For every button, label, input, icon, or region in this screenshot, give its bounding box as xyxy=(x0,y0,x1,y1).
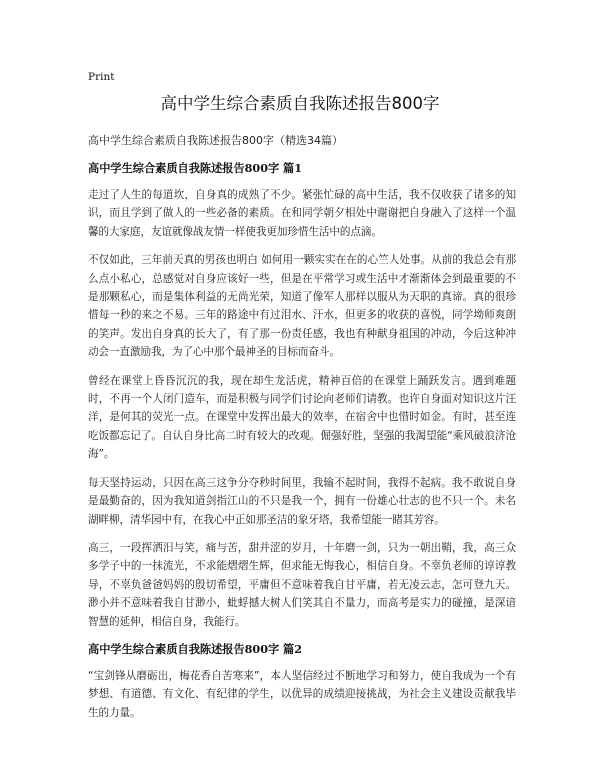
section-heading: 高中学生综合素质自我陈述报告800字 篇2 xyxy=(88,641,303,656)
paragraph: 高三，一段挥洒汨与笑，痛与苦，甜并涩的岁月，十年磨一剑，只为一朝出鞘，我，高三众多学子中的一抹流光，不求能熠熠生辉，但求能无悔我心，相信自身。不辜负老师的谆谆教导，不辜负爸爸妈妈的殷切希望，平庸但不意味着我自甘平庸，若无凌云志，怎可登九天。渺小并不意味着我自甘渺小，蚍蜉撼大树人们笑其自不量力，而高考是实力的碰撞，是深谙智慧的延伸，相信自身，我能行。 xyxy=(88,541,516,628)
paragraph: 不仅如此，三年前天真的男孩也明白 如何用一颗实实在在的心竺人处事。从前的我总会有那么点小私心，总感觉对自身应该好一些，但是在平常学习或生活中才渐渐体会到最重要的不是那颗私心，而是集体利益的无尚光荣，知道了像军人那样以服从为天职的真谛。真的很珍惜每一秒的来之不易。三年的路途中有过泪水、汗水，但更多的收获的喜悦，同学坳师爽朗的笑声。发出自身真的长大了，有了那一份责任感，我也有种献身祖国的冲动，今后这种冲动会一直激励我，为了心中那个最神圣的目标而奋斗。 xyxy=(88,254,516,359)
paragraph: 曾经在课堂上昏昏沉沉的我，现在却生龙活虎，精神百倍的在课堂上踊跃发言。遇到难题时，不再一个人闭门造车，而是积极与同学们讨论向老师们请教。也许自身面对知识这片汪洋，是何其的荧光一点。在课堂中发挥出最大的效率，在宿舍中也惜时如金。有时，甚至连吃饭都忘记了。自认自身比高二时有较大的改观。倔强好胜，坚强的我渴望能“乘风破浪济沧海”。 xyxy=(88,374,516,461)
document-body xyxy=(88,160,516,732)
document-subtitle: 高中学生综合素质自我陈述报告800字（精选34篇） xyxy=(88,134,343,147)
paragraph: 每天坚持运动，只因在高三这争分夺秒时间里，我输不起时间，我得不起病。我不敢说自身是最勤奋的，因为我知道剑指江山的不只是我一个，拥有一份雄心壮志的也不只一个。未名湖畔柳，清华园中有，在我心中正如那圣洁的象牙塔，我希望能一睹其芳容。 xyxy=(88,476,516,526)
paragraph: 走过了人生的每道坎，自身真的成熟了不少。紧张忙碌的高中生活，我不仅收获了诸多的知识，而且学到了做人的一些必备的素质。在和同学朝夕相处中谢谢把自身融入了这样一个温馨的大家庭，友谊就像战友情一样使我更加珍惜生活中的点滴。 xyxy=(88,189,516,238)
print-link[interactable]: Print xyxy=(88,71,115,83)
section-heading: 高中学生综合素质自我陈述报告800字 篇1 xyxy=(88,161,303,175)
section-1 xyxy=(88,160,516,631)
page-title: 高中学生综合素质自我陈述报告800字 xyxy=(160,94,440,113)
section-2 xyxy=(88,641,516,722)
paragraph: “宝剑锋从磨砺出，梅花香自苦寒来”，本人坚信经过不断地学习和努力，使自我成为一个有梦想、有道德、有文化、有纪律的学生，以优异的成绩迎接挑战，为社会主义建设贡献我毕生的力量。 xyxy=(88,669,516,719)
